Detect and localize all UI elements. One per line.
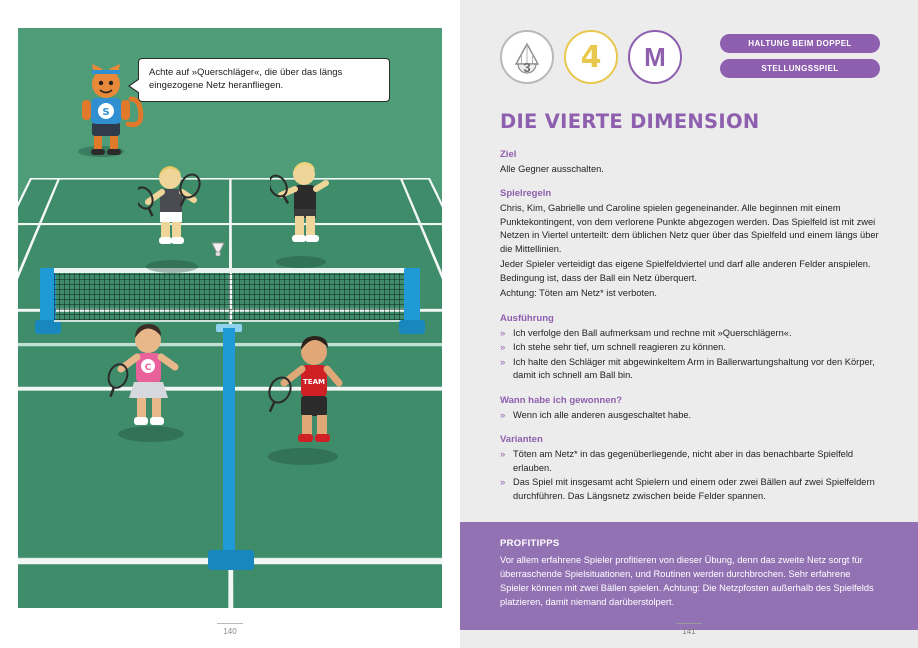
- court-illustration: [18, 28, 442, 608]
- list-item: » Das Spiel mit insgesamt acht Spielern und einem oder zwei Bällen auf zwei Spielfeldern durchführen. Das Längsnetz zwischen beide Felder spannen.: [500, 476, 880, 503]
- long-net: [223, 328, 235, 553]
- section-heading-ausfuehrung: Ausführung: [500, 312, 554, 324]
- list-item: » Ich stehe sehr tief, um schnell reagieren zu können.: [500, 341, 880, 354]
- net-post-right: [404, 268, 420, 324]
- page-title: DIE VIERTE DIMENSION: [500, 110, 760, 133]
- coach-mascot: [70, 64, 144, 156]
- svg-text:S: S: [102, 107, 110, 118]
- page-number-rule: [217, 623, 243, 624]
- right-page-content: [500, 30, 880, 504]
- net-post-base-right: [399, 320, 425, 334]
- profitipps-text: Vor allem erfahrene Spieler profitieren von dieser Übung, denn das zweite Netz sorgt für überraschende Spielsituationen, und Routinen werden durchbrochen. Sehr erfahrene Spieler können mit zwei Bällen spielen. Achtung: Die Netzpfosten außerhalb des Spielfelds platzieren, damit niemand darüberstolpert.: [500, 555, 874, 608]
- list-item: » Ich verfolge den Ball aufmerksam und rechne mit »Querschlägern«.: [500, 327, 880, 340]
- list-item: » Ich halte den Schläger mit abgewinkeltem Arm in Ballerwartungshaltung vor den Körper, damit ich schnell am Ball bin.: [500, 356, 880, 383]
- category-badge: [628, 30, 682, 84]
- page-number-rule: [676, 623, 702, 624]
- svg-text:C: C: [144, 363, 152, 373]
- left-page-number: 140: [223, 627, 237, 636]
- level-badge: [564, 30, 618, 84]
- profitipps-panel: [460, 522, 918, 630]
- badge-row: [500, 30, 880, 84]
- court-line: [18, 180, 60, 608]
- section-paragraph: Jeder Spieler verteidigt das eigene Spielfeldviertel und darf alle anderen Felder anspielen. Bedingung ist, dass der Ball ein Netz überquert.: [500, 259, 871, 283]
- net-post-base-left: [35, 320, 61, 334]
- right-page-number: 141: [682, 627, 696, 636]
- long-net-base: [208, 550, 254, 570]
- court-line: [400, 180, 442, 608]
- list-item: » Töten am Netz* in das gegenüberliegende, nicht aber in das benachbarte Spielfeld erlauben.: [500, 448, 880, 475]
- section-heading-varianten: Varianten: [500, 434, 543, 446]
- section-paragraph: Achtung: Töten am Netz* ist verboten.: [500, 288, 657, 299]
- tag-item: STELLUNGSSPIEL: [720, 59, 880, 78]
- bullet-list-ausfuehrung: [500, 327, 880, 383]
- list-item: » Wenn ich alle anderen ausgeschaltet habe.: [500, 409, 880, 422]
- shuttle-level-badge: [500, 30, 554, 84]
- player-figure-back-right: [270, 160, 344, 264]
- tag-item: HALTUNG BEIM DOPPEL: [720, 34, 880, 53]
- bullet-list-gewonnen: [500, 409, 880, 422]
- right-page: [460, 0, 918, 648]
- player-figure-front-left: [106, 324, 202, 436]
- svg-text:TEAM: TEAM: [303, 378, 325, 386]
- section-heading-gewonnen: Wann habe ich gewonnen?: [500, 394, 623, 406]
- section-paragraph: Chris, Kim, Gabrielle und Caroline spielen gegeneinander. Alle beginnen mit einem Punktekontingent, von dem verlorene Punkte abgezogen werden. Das Spielfeld ist mit zwei Netzen in Viertel unterteilt: dem üblichen Netz quer über das Spielfeld und einem längs über die Mittellinien.: [500, 203, 879, 254]
- profitipps-heading: PROFITIPPS: [500, 538, 560, 550]
- section-heading-ziel: Ziel: [500, 149, 517, 160]
- section-paragraph: Alle Gegner ausschalten.: [500, 164, 604, 174]
- tag-list: [700, 34, 880, 78]
- speech-bubble: Achte auf »Querschläger«, die über das längs eingezogene Netz heranfliegen.: [138, 58, 390, 102]
- player-figure-back-left: [138, 164, 216, 268]
- cross-net: [54, 268, 406, 322]
- section-heading-spielregeln: Spielregeln: [500, 188, 552, 200]
- level-value: 4: [580, 39, 602, 75]
- bullet-list-varianten: [500, 448, 880, 503]
- shuttle-level-value: 3: [523, 60, 531, 75]
- right-page-number-wrap: [460, 623, 918, 636]
- category-value: M: [644, 41, 666, 72]
- shuttlecock-icon: [210, 238, 226, 256]
- player-figure-front-right: [258, 336, 362, 454]
- left-page-number-wrap: [0, 623, 460, 636]
